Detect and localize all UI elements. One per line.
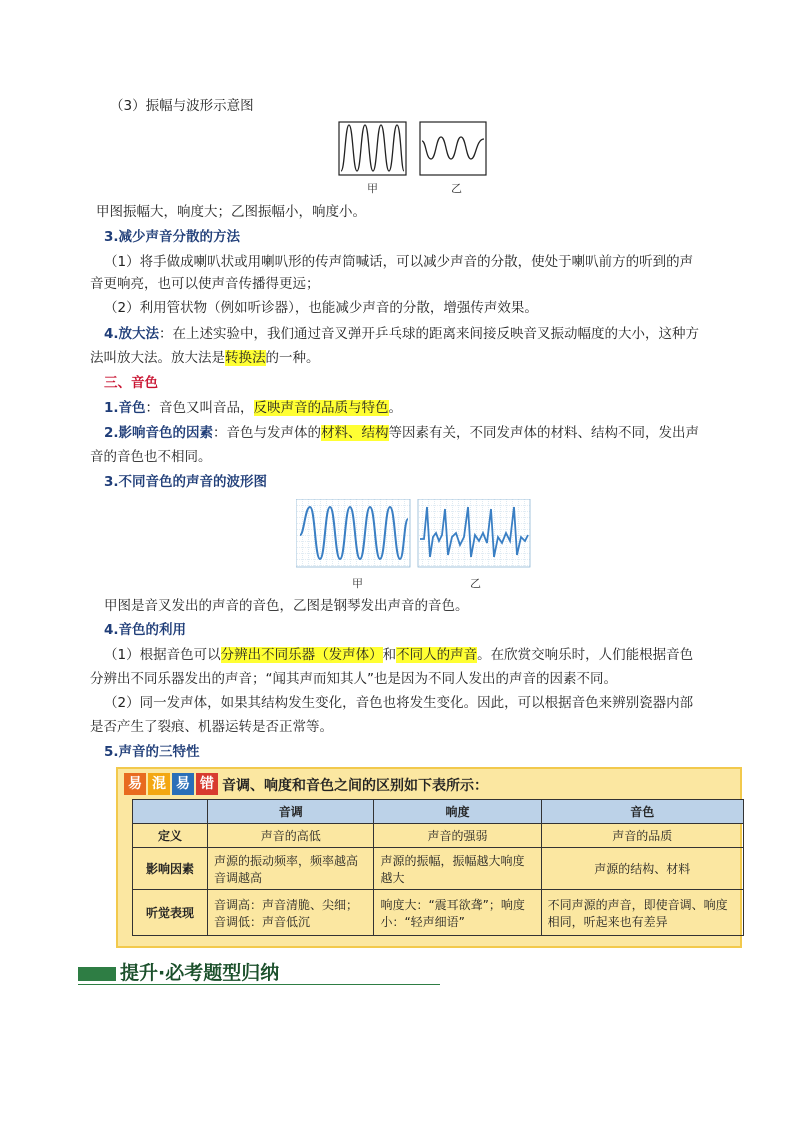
timbre-wave-title: 3.不同音色的声音的波形图 bbox=[104, 474, 268, 490]
table-header-loudness: 响度 bbox=[374, 800, 541, 824]
tip-badge-3: 易 bbox=[172, 773, 194, 795]
use-p1-b: 和 bbox=[382, 647, 397, 663]
table-cell: 音调高：声音清脆、尖细；音调低：声音低沉 bbox=[208, 890, 374, 936]
table-cell: 声音的品质 bbox=[541, 824, 743, 848]
wave-large-amplitude bbox=[341, 125, 404, 171]
amplitude-description: 甲图振幅大，响度大；乙图振幅小，响度小。 bbox=[96, 204, 366, 220]
table-header-timbre: 音色 bbox=[541, 800, 743, 824]
timbre-use-p2-line2: 是否产生了裂痕、机器运转是否正常等。 bbox=[90, 719, 333, 735]
reduce-p1-line1: （1）将手做成喇叭状或用喇叭形的传声筒喊话，可以减少声音的分散，使处于喇叭前方的听到的声 bbox=[104, 254, 694, 270]
table-cell: 声音的高低 bbox=[208, 824, 374, 848]
timbre-label-yi: 乙 bbox=[470, 577, 481, 590]
reduce-p2: （2）利用管状物（例如听诊器），也能减少声音的分散，增强传声效果。 bbox=[104, 300, 538, 316]
timbre-waveform-figure bbox=[296, 499, 532, 569]
timbre-use-p1-line2: 分辨出不同乐器发出的声音；“闻其声而知其人”也是因为不同人发出的声音的因素不同。 bbox=[90, 671, 617, 687]
amplify-text: ：在上述实验中，我们通过音叉弹开乒乓球的距离来间接反映音叉振动幅度的大小，这种方 bbox=[159, 326, 700, 342]
timbre-wave-description: 甲图是音叉发出的声音的音色，乙图是钢琴发出声音的音色。 bbox=[104, 598, 469, 614]
confusion-tip-box bbox=[116, 767, 742, 948]
timbre-factor-line2: 音的音色也不相同。 bbox=[90, 449, 212, 465]
timbre-def-end: 。 bbox=[388, 400, 403, 416]
timbre-factor-label: 2.影响音色的因素 bbox=[104, 425, 214, 441]
timbre-factor-text-a: ：音色与发声体的 bbox=[213, 425, 322, 441]
tip-badge-1: 易 bbox=[124, 773, 146, 795]
table-header-corner bbox=[133, 800, 208, 824]
three-characteristics-title: 5.声音的三特性 bbox=[104, 744, 200, 760]
table-row bbox=[133, 890, 744, 936]
timbre-heading: 三、音色 bbox=[104, 375, 158, 391]
amplify-line2-a: 法叫放大法。放大法是 bbox=[90, 350, 225, 366]
fig-label-jia: 甲 bbox=[367, 182, 378, 195]
tip-title: 音调、响度和音色之间的区别如下表所示： bbox=[222, 778, 488, 794]
timbre-factor-line1 bbox=[104, 423, 699, 443]
table-cell: 声源的振幅，振幅越大响度越大 bbox=[374, 848, 541, 890]
footer-underline bbox=[78, 984, 440, 985]
timbre-def-highlight: 反映声音的品质与特色 bbox=[253, 400, 389, 416]
row-label-perception: 听觉表现 bbox=[133, 890, 208, 936]
timbre-label-jia: 甲 bbox=[352, 577, 363, 590]
timbre-use-p2-line1: （2）同一发声体，如果其结构发生变化，音色也将发生变化。因此，可以根据音色来辨别瓷器内部 bbox=[104, 695, 694, 711]
amplitude-waveform-figure bbox=[338, 121, 488, 177]
table-cell: 声源的结构、材料 bbox=[541, 848, 743, 890]
fig-label-yi: 乙 bbox=[451, 182, 462, 195]
tip-badge-2: 混 bbox=[148, 773, 170, 795]
use-p1-c: 。在欣赏交响乐时，人们能根据音色 bbox=[477, 647, 694, 663]
table-cell: 声音的强弱 bbox=[374, 824, 541, 848]
wave-small-amplitude bbox=[422, 137, 484, 159]
timbre-factor-text-b: 等因素有关，不同发声体的材料、结构不同，发出声 bbox=[388, 425, 700, 441]
row-label-factors: 影响因素 bbox=[133, 848, 208, 890]
amplitude-heading: （3）振幅与波形示意图 bbox=[110, 98, 254, 114]
reduce-p1-line2: 音更响亮，也可以使声音传播得更远； bbox=[90, 276, 320, 292]
timbre-use-p1-line1 bbox=[104, 645, 693, 665]
amplify-line2-b: 的一种。 bbox=[265, 350, 320, 366]
amplify-line1 bbox=[104, 324, 699, 344]
timbre-def-label: 1.音色 bbox=[104, 400, 146, 416]
table-row bbox=[133, 848, 744, 890]
table-header-row bbox=[133, 800, 744, 824]
tip-badge-4: 错 bbox=[196, 773, 218, 795]
use-p1-highlight1: 分辨出不同乐器（发声体） bbox=[220, 647, 383, 663]
table-cell: 声源的振动频率，频率越高音调越高 bbox=[208, 848, 374, 890]
row-label-definition: 定义 bbox=[133, 824, 208, 848]
table-header-pitch: 音调 bbox=[208, 800, 374, 824]
amplify-line2 bbox=[90, 348, 320, 368]
table-cell: 响度大：“震耳欲聋”；响度小：“轻声细语” bbox=[374, 890, 541, 936]
timbre-factor-highlight: 材料、结构 bbox=[321, 425, 389, 441]
table-cell: 不同声源的声音，即使音调、响度相同，听起来也有差异 bbox=[541, 890, 743, 936]
comparison-table bbox=[132, 799, 744, 936]
use-p1-a: （1）根据音色可以 bbox=[104, 647, 221, 663]
timbre-definition bbox=[104, 398, 402, 418]
use-p1-highlight2: 不同人的声音 bbox=[396, 647, 478, 663]
table-row bbox=[133, 824, 744, 848]
reduce-dispersion-title: 3.减少声音分散的方法 bbox=[104, 229, 241, 245]
amplify-highlight: 转换法 bbox=[225, 350, 266, 366]
amplify-label: 4.放大法 bbox=[104, 326, 160, 342]
timbre-use-title: 4.音色的利用 bbox=[104, 622, 187, 638]
footer-section-title: 提升·必考题型归纳 bbox=[120, 962, 280, 984]
footer-bar-decoration bbox=[78, 967, 116, 981]
timbre-def-text: ：音色又叫音品， bbox=[145, 400, 254, 416]
